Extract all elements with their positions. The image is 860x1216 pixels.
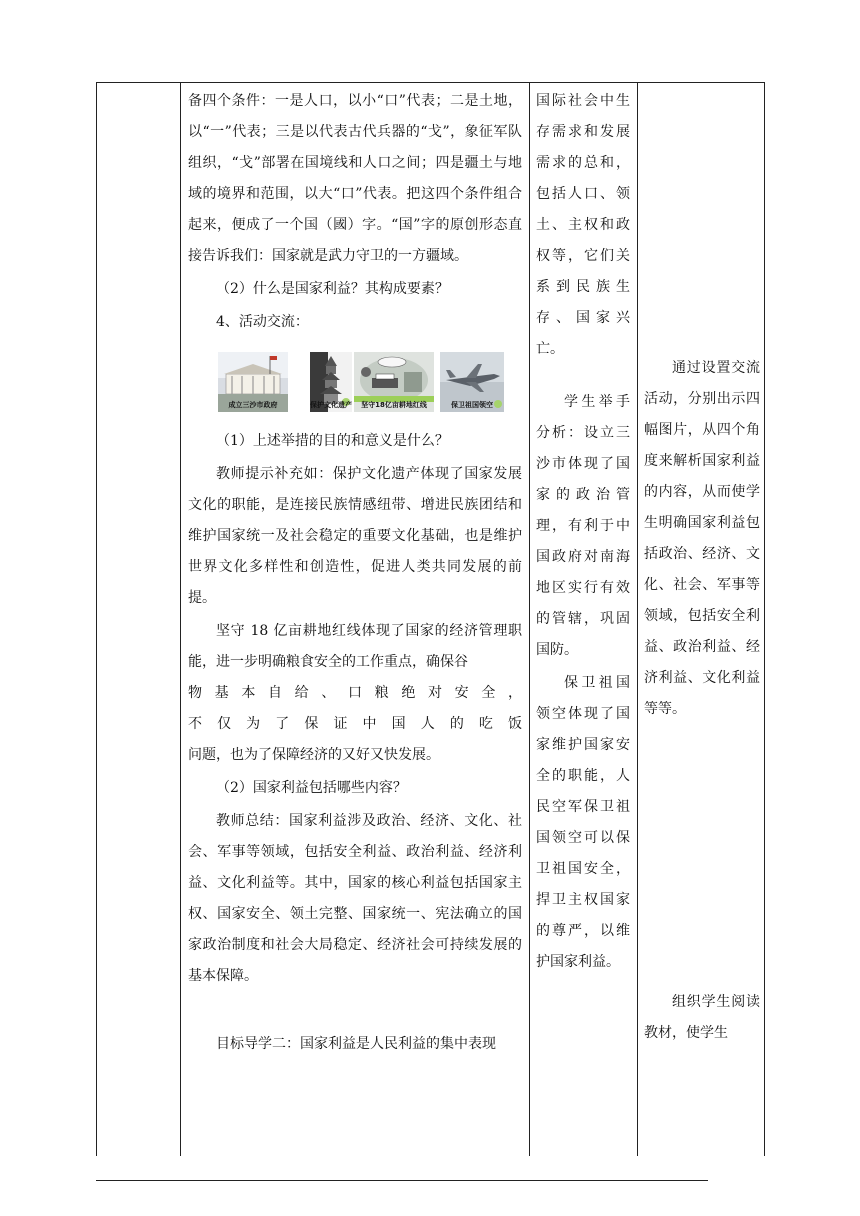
image-caption: 成立三沙市政府 (228, 401, 278, 409)
pagoda-heritage-photo (310, 352, 352, 412)
farmland-paragraph-d: 问题，也为了保障经济的又好又快发展。 (188, 747, 440, 763)
column-divider-3 (637, 82, 638, 1156)
activity-image-row (188, 344, 522, 422)
footer-rule (96, 1180, 708, 1181)
column-divider-1 (180, 82, 181, 1156)
farmland-paragraph-b: 物基本自给、口粮绝对安全， (188, 685, 522, 701)
national-interest-definition: 国际社会中生存需求和发展需求的总和，包括人口、领土、主权和政权等，它们关系到民族生存、国家兴亡。 (536, 93, 630, 357)
sansha-analysis: 学生举手分析：设立三沙市体现了国家的政治管理，有利于中国政府对南海地区实行有效的管辖，巩固国防。 (536, 394, 630, 658)
teacher-tip-paragraph: 教师提示补充如：保护文化遗产体现了国家发展文化的职能，是连接民族情感纽带、增进民族团结和维护国家统一及社会稳定的重要文化基础，也是维护世界文化多样性和创造性，促进人类共同发展的前提。 (188, 466, 522, 606)
design-intent-column (644, 353, 760, 1049)
design-intent-paragraph: 通过设置交流活动，分别出示四幅图片，从四个角度来解析国家利益的内容，从而使学生明确国家利益包括政治、经济、文化、社会、军事等领域，包括安全利益、政治利益、经济利益、文化利益等等。 (644, 360, 760, 717)
farmland-paragraph-c: 不仅为了保证中国人的吃饭 (188, 716, 522, 732)
activity-heading: 4、活动交流： (216, 314, 309, 330)
teacher-summary-paragraph: 教师总结：国家利益涉及政治、经济、文化、社会、军事等领域，包括安全利益、政治利益、经济利益、文化利益等。其中，国家的核心利益包括国家主权、国家安全、领土完整、国家统一、宪法确立的国家政治制度和社会大局稳定、经济社会可持续发展的基本保障。 (188, 813, 522, 984)
farmland-redline-photo (354, 352, 434, 412)
airspace-analysis: 保卫祖国领空体现了国家维护国家安全的职能，人民空军保卫祖国领空可以保卫祖国安全，捍卫主权国家的尊严，以维护国家利益。 (536, 675, 630, 970)
student-activity-column (536, 86, 630, 978)
reading-organization-paragraph: 组织学生阅读教材，使学生 (644, 994, 760, 1041)
teaching-process-column (188, 86, 522, 1060)
goal-two-heading: 目标导学二：国家利益是人民利益的集中表现 (216, 1036, 496, 1052)
image-caption: 坚守18亿亩耕地红线 (361, 401, 427, 409)
question-purpose: （1）上述举措的目的和意义是什么？ (216, 433, 449, 449)
question-contents: （2）国家利益包括哪些内容？ (216, 780, 407, 796)
question-national-interest: （2）什么是国家利益？其构成要素？ (216, 281, 449, 297)
table-right-border (764, 82, 765, 1156)
column-divider-2 (529, 82, 530, 1156)
table-left-border (96, 82, 97, 1156)
government-building-photo (218, 352, 288, 412)
image-caption: 保卫祖国领空 (451, 401, 493, 409)
fighter-jet-photo (440, 352, 504, 412)
guo-character-paragraph: 备四个条件：一是人口，以小“口”代表；二是土地，以“一”代表；三是以代表古代兵器的“戈”，象征军队组织，“戈”部署在国境线和人口之间；四是疆土与地域的境界和范围，以大“口”代表。把这四个条件组合起来，便成了一个国（國）字。“国”字的原创形态直接告诉我们：国家就是武力守卫的一方疆域。 (188, 93, 522, 264)
image-caption: 保护文化遗产 (310, 401, 352, 409)
table-top-border (96, 82, 764, 83)
farmland-paragraph-a: 坚守 18 亿亩耕地红线体现了国家的经济管理职能，进一步明确粮食安全的工作重点，确保谷 (188, 623, 522, 670)
